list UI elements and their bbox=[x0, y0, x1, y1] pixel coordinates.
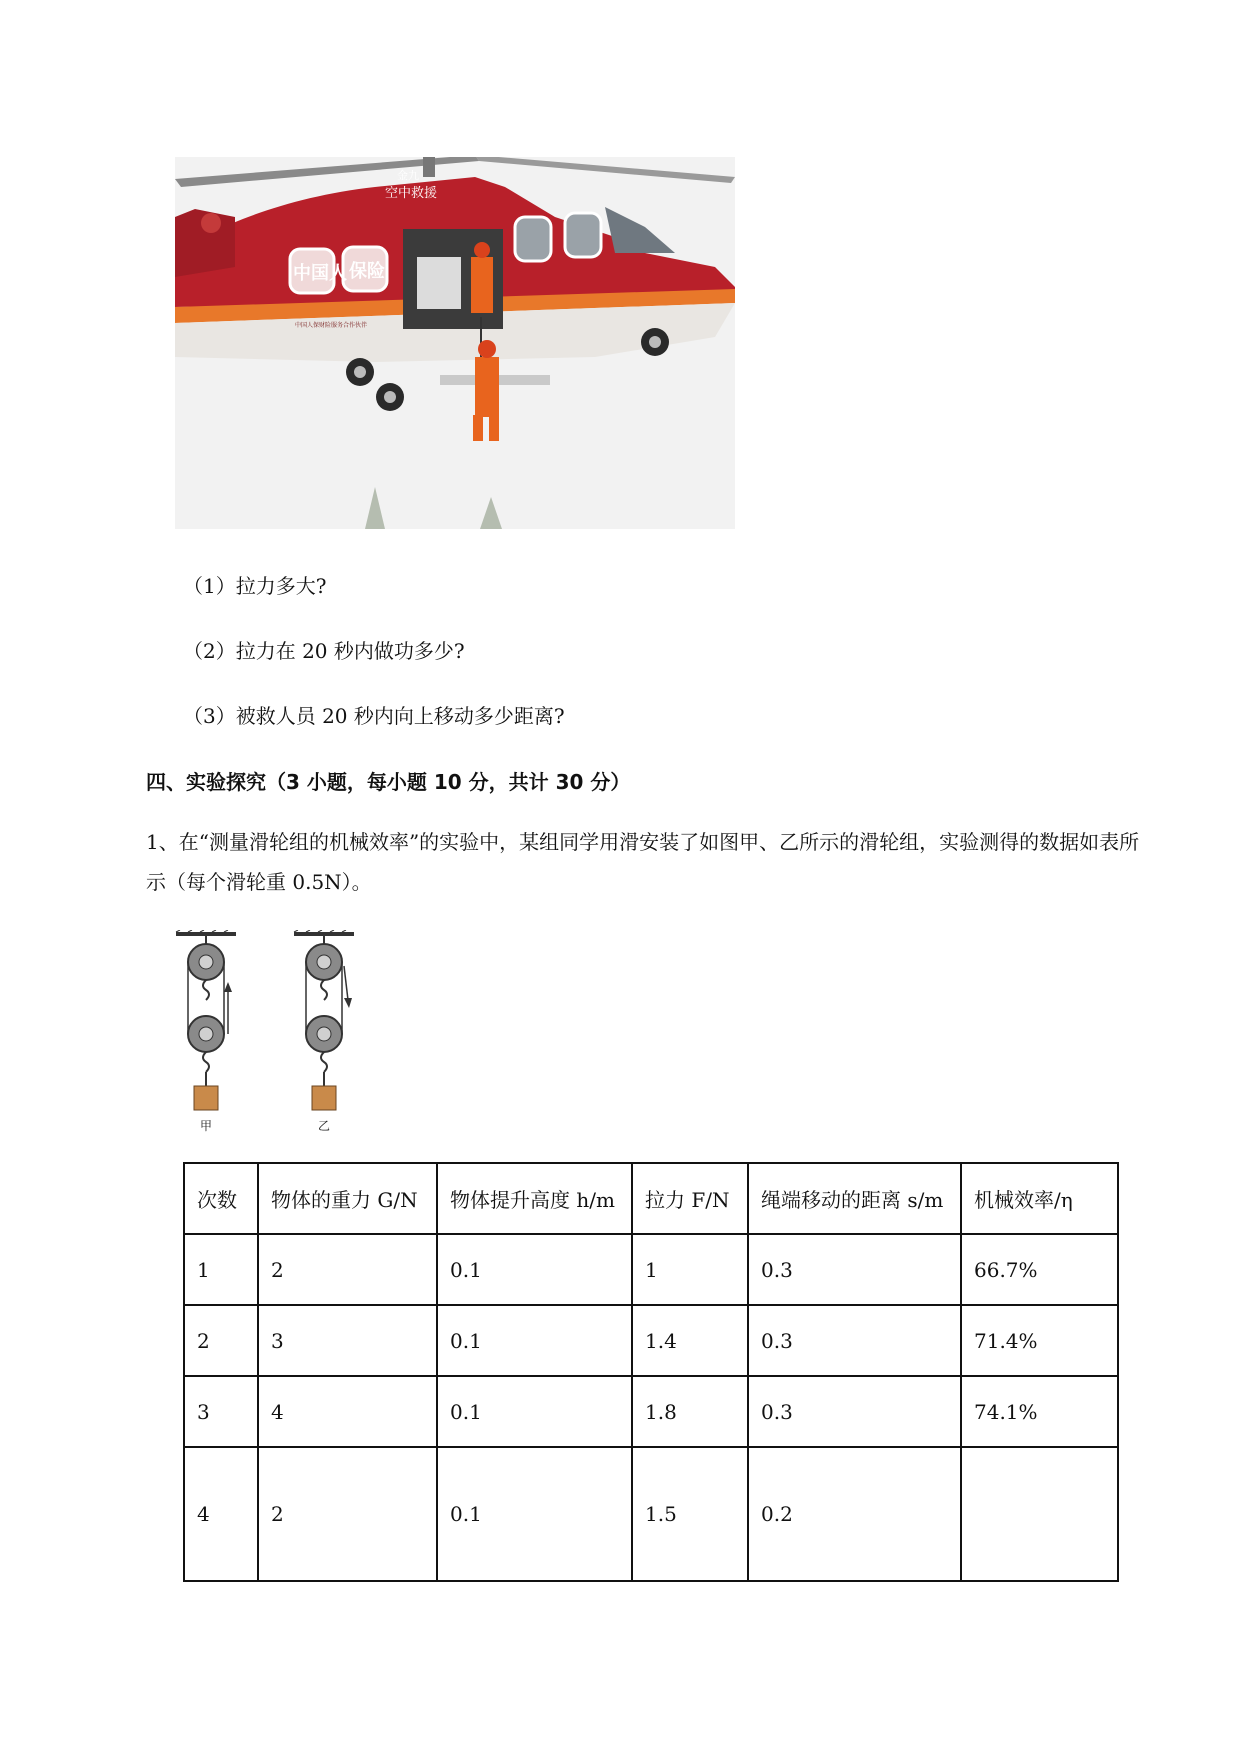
table-cell: 2 bbox=[258, 1447, 437, 1581]
table-cell: 2 bbox=[184, 1305, 258, 1376]
table-row bbox=[184, 1305, 1118, 1376]
figure-label-jia: 甲 bbox=[200, 1119, 213, 1133]
pulley-diagram bbox=[170, 930, 370, 1160]
photo-sign-top: 金九 bbox=[397, 169, 419, 182]
table-header-cell: 机械效率/η bbox=[961, 1163, 1118, 1234]
table-header-cell: 物体的重力 G/N bbox=[258, 1163, 437, 1234]
photo-small-text: 中国人保财险服务合作伙伴 bbox=[295, 322, 368, 329]
table-header-cell: 物体提升高度 h/m bbox=[437, 1163, 632, 1234]
table-cell: 4 bbox=[184, 1447, 258, 1581]
table-cell: 1 bbox=[632, 1234, 748, 1305]
data-table bbox=[183, 1162, 1119, 1582]
question-2: （2）拉力在 20 秒内做功多少? bbox=[183, 639, 465, 663]
table-cell: 0.2 bbox=[748, 1447, 961, 1581]
table-cell: 0.1 bbox=[437, 1234, 632, 1305]
table-cell: 2 bbox=[258, 1234, 437, 1305]
question-3: （3）被救人员 20 秒内向上移动多少距离? bbox=[183, 704, 565, 728]
table-row bbox=[184, 1447, 1118, 1581]
table-cell: 4 bbox=[258, 1376, 437, 1447]
table-cell: 71.4% bbox=[961, 1305, 1118, 1376]
table-cell: 0.3 bbox=[748, 1305, 961, 1376]
table-cell: 3 bbox=[184, 1376, 258, 1447]
table-cell: 66.7% bbox=[961, 1234, 1118, 1305]
table-cell: 1 bbox=[184, 1234, 258, 1305]
table-cell: 0.3 bbox=[748, 1234, 961, 1305]
pulley-system-jia bbox=[176, 930, 236, 1133]
table-cell: 0.1 bbox=[437, 1305, 632, 1376]
problem-text: 1、在“测量滑轮组的机械效率”的实验中，某组同学用滑安装了如图甲、乙所示的滑轮组，实验测得的数据如表所示（每个滑轮重 0.5N）。 bbox=[146, 830, 1140, 894]
table-row bbox=[184, 1234, 1118, 1305]
table-cell: 1.8 bbox=[632, 1376, 748, 1447]
table-header-cell: 拉力 F/N bbox=[632, 1163, 748, 1234]
question-1: （1）拉力多大? bbox=[183, 574, 327, 598]
photo-sign-main: 空中救援 bbox=[385, 186, 438, 201]
table-cell: 1.4 bbox=[632, 1305, 748, 1376]
pulley-figure bbox=[170, 930, 370, 1160]
pulley-system-yi bbox=[294, 930, 354, 1133]
table-cell: 74.1% bbox=[961, 1376, 1118, 1447]
figure-label-yi: 乙 bbox=[318, 1119, 331, 1133]
table-header-cell: 次数 bbox=[184, 1163, 258, 1234]
section-heading: 四、实验探究（3 小题，每小题 10 分，共计 30 分） bbox=[146, 770, 631, 794]
table-row bbox=[184, 1376, 1118, 1447]
table-cell: 3 bbox=[258, 1305, 437, 1376]
helicopter-rescue-photo bbox=[175, 157, 735, 529]
table-cell: 1.5 bbox=[632, 1447, 748, 1581]
photo-door-right: 保险 bbox=[349, 261, 385, 282]
table-cell: 0.1 bbox=[437, 1447, 632, 1581]
table-header-cell: 绳端移动的距离 s/m bbox=[748, 1163, 961, 1234]
table-cell: 0.3 bbox=[748, 1376, 961, 1447]
photo-door-left: 中国人 bbox=[293, 263, 347, 284]
table-cell bbox=[961, 1447, 1118, 1581]
helicopter-illustration bbox=[175, 157, 735, 529]
table-cell: 0.1 bbox=[437, 1376, 632, 1447]
table-header-row bbox=[184, 1163, 1118, 1234]
